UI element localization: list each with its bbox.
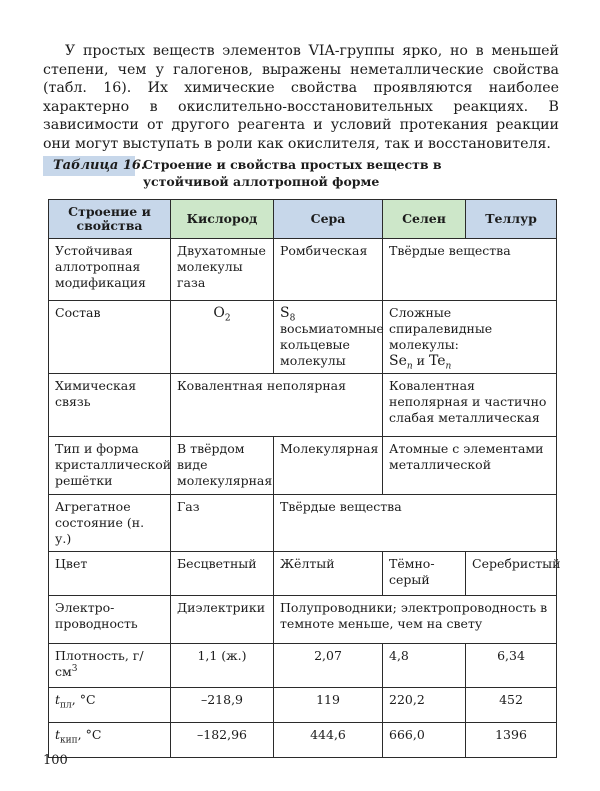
cell-o-s: Ковалентная неполярная xyxy=(171,374,383,437)
cell-oxygen: Диэлектрики xyxy=(171,596,274,644)
cell-s-se-te: Твёрдые вещества xyxy=(274,495,557,552)
intro-paragraph: У простых веществ элементов VIA-группы ярко, но в меньшей степени, чем у галогенов, выражены неметаллические свойства (табл. 16). Их химические свойства проявляются наиболее характерно в окислительно-восстановительных реакциях. В зависимости от другого реагента и условий протекания реакции они могут выступать в роли как окислителя, так и восстановителя. xyxy=(43,43,559,152)
boiling-t: t xyxy=(55,727,61,742)
cell-se-te xyxy=(383,301,557,374)
selenium-subscript: n xyxy=(406,361,413,372)
density-label: Плотность, г/см xyxy=(55,648,144,679)
cell-oxygen: Газ xyxy=(171,495,274,552)
row-label: Устойчивая аллотропная модификация xyxy=(49,239,171,301)
cell-tellurium: 452 xyxy=(466,688,557,723)
row-bond xyxy=(49,374,557,437)
row-label: Цвет xyxy=(49,552,171,596)
row-melting xyxy=(49,688,557,723)
row-composition xyxy=(49,301,557,374)
row-label xyxy=(49,688,171,723)
cell-se-te: Атомные с элементами металлической xyxy=(383,437,557,495)
conjunction: и xyxy=(416,353,426,368)
table-header-row xyxy=(49,200,557,239)
sulfur-subscript: 8 xyxy=(289,313,296,324)
cell-sulfur: Ромбическая xyxy=(274,239,383,301)
selenium-formula: Se xyxy=(389,353,407,369)
boiling-unit: , °C xyxy=(77,727,102,742)
cell-oxygen: –218,9 xyxy=(171,688,274,723)
cell-sulfur: 444,6 xyxy=(274,723,383,758)
row-density xyxy=(49,644,557,688)
sulfur-description: восьмиатомные кольцевые молекулы xyxy=(280,321,384,368)
cell-tellurium: Серебристый xyxy=(466,552,557,596)
cell-sulfur: Молекулярная xyxy=(274,437,383,495)
cell-oxygen: –182,96 xyxy=(171,723,274,758)
tellurium-subscript: n xyxy=(445,361,452,372)
properties-table xyxy=(48,199,561,758)
header-oxygen: Кислород xyxy=(171,200,274,239)
sulfur-formula: S xyxy=(280,305,290,321)
row-state xyxy=(49,495,557,552)
cell-sulfur: 2,07 xyxy=(274,644,383,688)
oxygen-subscript: 2 xyxy=(224,313,231,324)
cell-oxygen: Двухатомные молекулы газа xyxy=(171,239,274,301)
density-label-sup: 3 xyxy=(71,663,78,674)
cell-selenium: 4,8 xyxy=(383,644,466,688)
cell-se-te: Ковалентная неполярная и частично слабая металлическая xyxy=(383,374,557,437)
cell-s-se-te: Полупроводники; электропроводность в темноте меньше, чем на свету xyxy=(274,596,557,644)
row-modification xyxy=(49,239,557,301)
row-label: Электро-проводность xyxy=(49,596,171,644)
header-sulfur: Сера xyxy=(274,200,383,239)
cell-selenium: 220,2 xyxy=(383,688,466,723)
cell-tellurium: 6,34 xyxy=(466,644,557,688)
cell-oxygen: 1,1 (ж.) xyxy=(171,644,274,688)
row-label: Агрегатное состояние (н. у.) xyxy=(49,495,171,552)
row-label: Состав xyxy=(49,301,171,374)
cell-oxygen: Бесцветный xyxy=(171,552,274,596)
row-lattice xyxy=(49,437,557,495)
se-te-description: Сложные спиралевидные молекулы: xyxy=(389,305,493,352)
cell-tellurium: 1396 xyxy=(466,723,557,758)
cell-oxygen xyxy=(171,301,274,374)
header-selenium: Селен xyxy=(383,200,466,239)
boiling-sub: кип xyxy=(60,735,78,746)
oxygen-formula: O xyxy=(213,305,225,321)
melting-t: t xyxy=(55,692,61,707)
cell-sulfur: Жёлтый xyxy=(274,552,383,596)
table-caption xyxy=(43,156,563,196)
header-properties: Строение и свойства xyxy=(49,200,171,239)
caption-label: Таблица 16. xyxy=(43,156,135,176)
caption-title: Строение и свойства простых веществ в устойчивой аллотропной форме xyxy=(143,157,442,189)
row-label: Тип и форма кристаллической решётки xyxy=(49,437,171,495)
melting-unit: , °C xyxy=(71,692,96,707)
header-tellurium: Теллур xyxy=(466,200,557,239)
tellurium-formula: Te xyxy=(429,353,446,369)
page-number: 100 xyxy=(43,753,68,768)
cell-sulfur: 119 xyxy=(274,688,383,723)
cell-selenium: Тёмно-серый xyxy=(383,552,466,596)
cell-oxygen: В твёрдом виде молекулярная xyxy=(171,437,274,495)
cell-se-te: Твёрдые вещества xyxy=(383,239,557,301)
row-label: Химическая связь xyxy=(49,374,171,437)
melting-sub: пл xyxy=(60,700,72,711)
row-conductivity xyxy=(49,596,557,644)
row-label xyxy=(49,644,171,688)
row-color xyxy=(49,552,557,596)
cell-sulfur xyxy=(274,301,383,374)
cell-selenium: 666,0 xyxy=(383,723,466,758)
row-boiling xyxy=(49,723,557,758)
